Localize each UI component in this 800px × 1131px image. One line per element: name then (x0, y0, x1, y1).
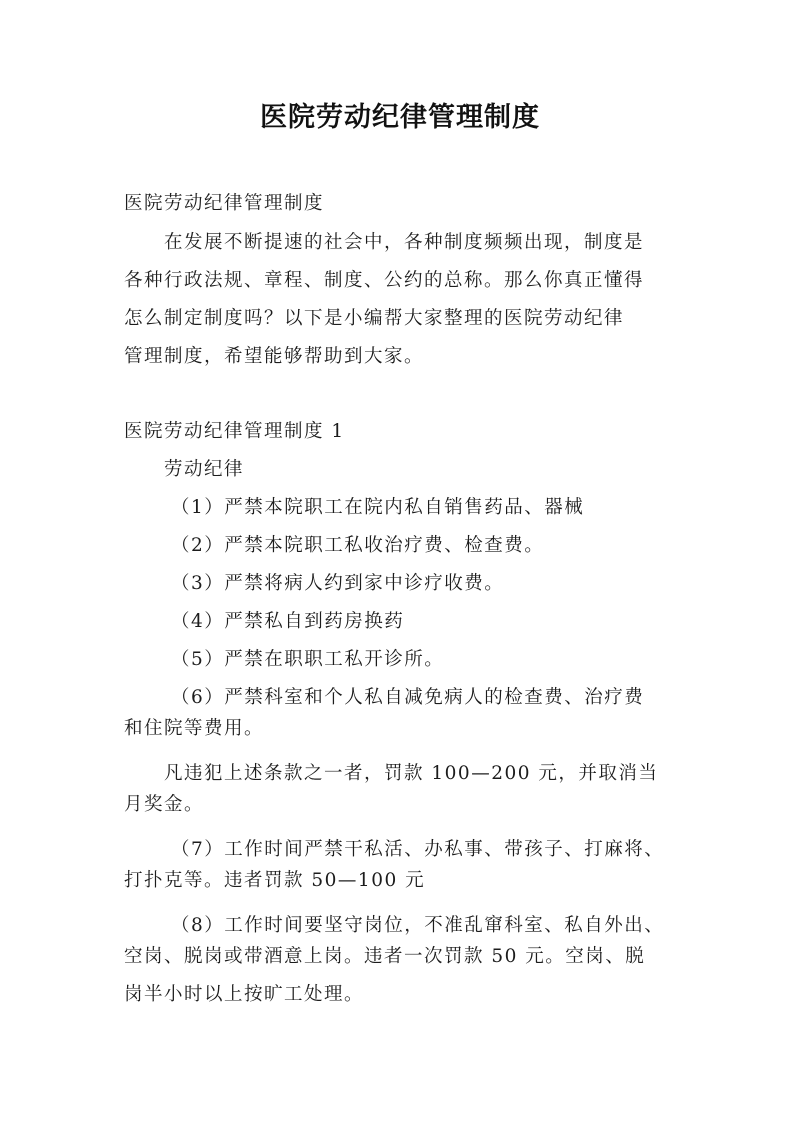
paragraph-line: 管理制度，希望能够帮助到大家。 (124, 346, 425, 367)
rule-item: （1）严禁本院职工在院内私自销售药品、器械 (171, 497, 585, 518)
rule-item: （2）严禁本院职工私收治疗费、检查费。 (171, 535, 545, 556)
section-heading-intro: 医院劳动纪律管理制度 (124, 193, 325, 214)
subsection-heading: 劳动纪律 (164, 459, 245, 480)
rule-item: （3）严禁将病人约到家中诊疗收费。 (171, 573, 505, 594)
paragraph-line: 在发展不断提速的社会中，各种制度频频出现，制度是 (164, 232, 645, 253)
rule-item-continuation: 和住院等费用。 (124, 718, 265, 739)
rule-item-continuation: 打扑克等。违者罚款 50—100 元 (124, 870, 426, 891)
rule-item-continuation: 空岗、脱岗或带酒意上岗。违者一次罚款 50 元。空岗、脱 (124, 946, 646, 967)
rule-item: （6）严禁科室和个人私自减免病人的检查费、治疗费 (171, 687, 645, 708)
section-heading-1: 医院劳动纪律管理制度 1 (124, 421, 345, 442)
rule-item: （4）严禁私自到药房换药 (171, 611, 405, 632)
rule-item-continuation: 岗半小时以上按旷工处理。 (124, 984, 365, 1005)
rule-item: （7）工作时间严禁干私活、办私事、带孩子、打麻将、 (171, 839, 665, 860)
rule-item: （8）工作时间要坚守岗位，不准乱窜科室、私自外出、 (171, 915, 665, 936)
paragraph-line: 怎么制定制度吗？以下是小编帮大家整理的医院劳动纪律 (124, 308, 625, 329)
penalty-continuation: 月奖金。 (124, 794, 205, 815)
paragraph-line: 各种行政法规、章程、制度、公约的总称。那么你真正懂得 (124, 270, 645, 291)
penalty-line: 凡违犯上述条款之一者，罚款 100—200 元，并取消当 (164, 763, 659, 784)
document-title: 医院劳动纪律管理制度 (260, 102, 540, 133)
rule-item: （5）严禁在职职工私开诊所。 (171, 649, 445, 670)
